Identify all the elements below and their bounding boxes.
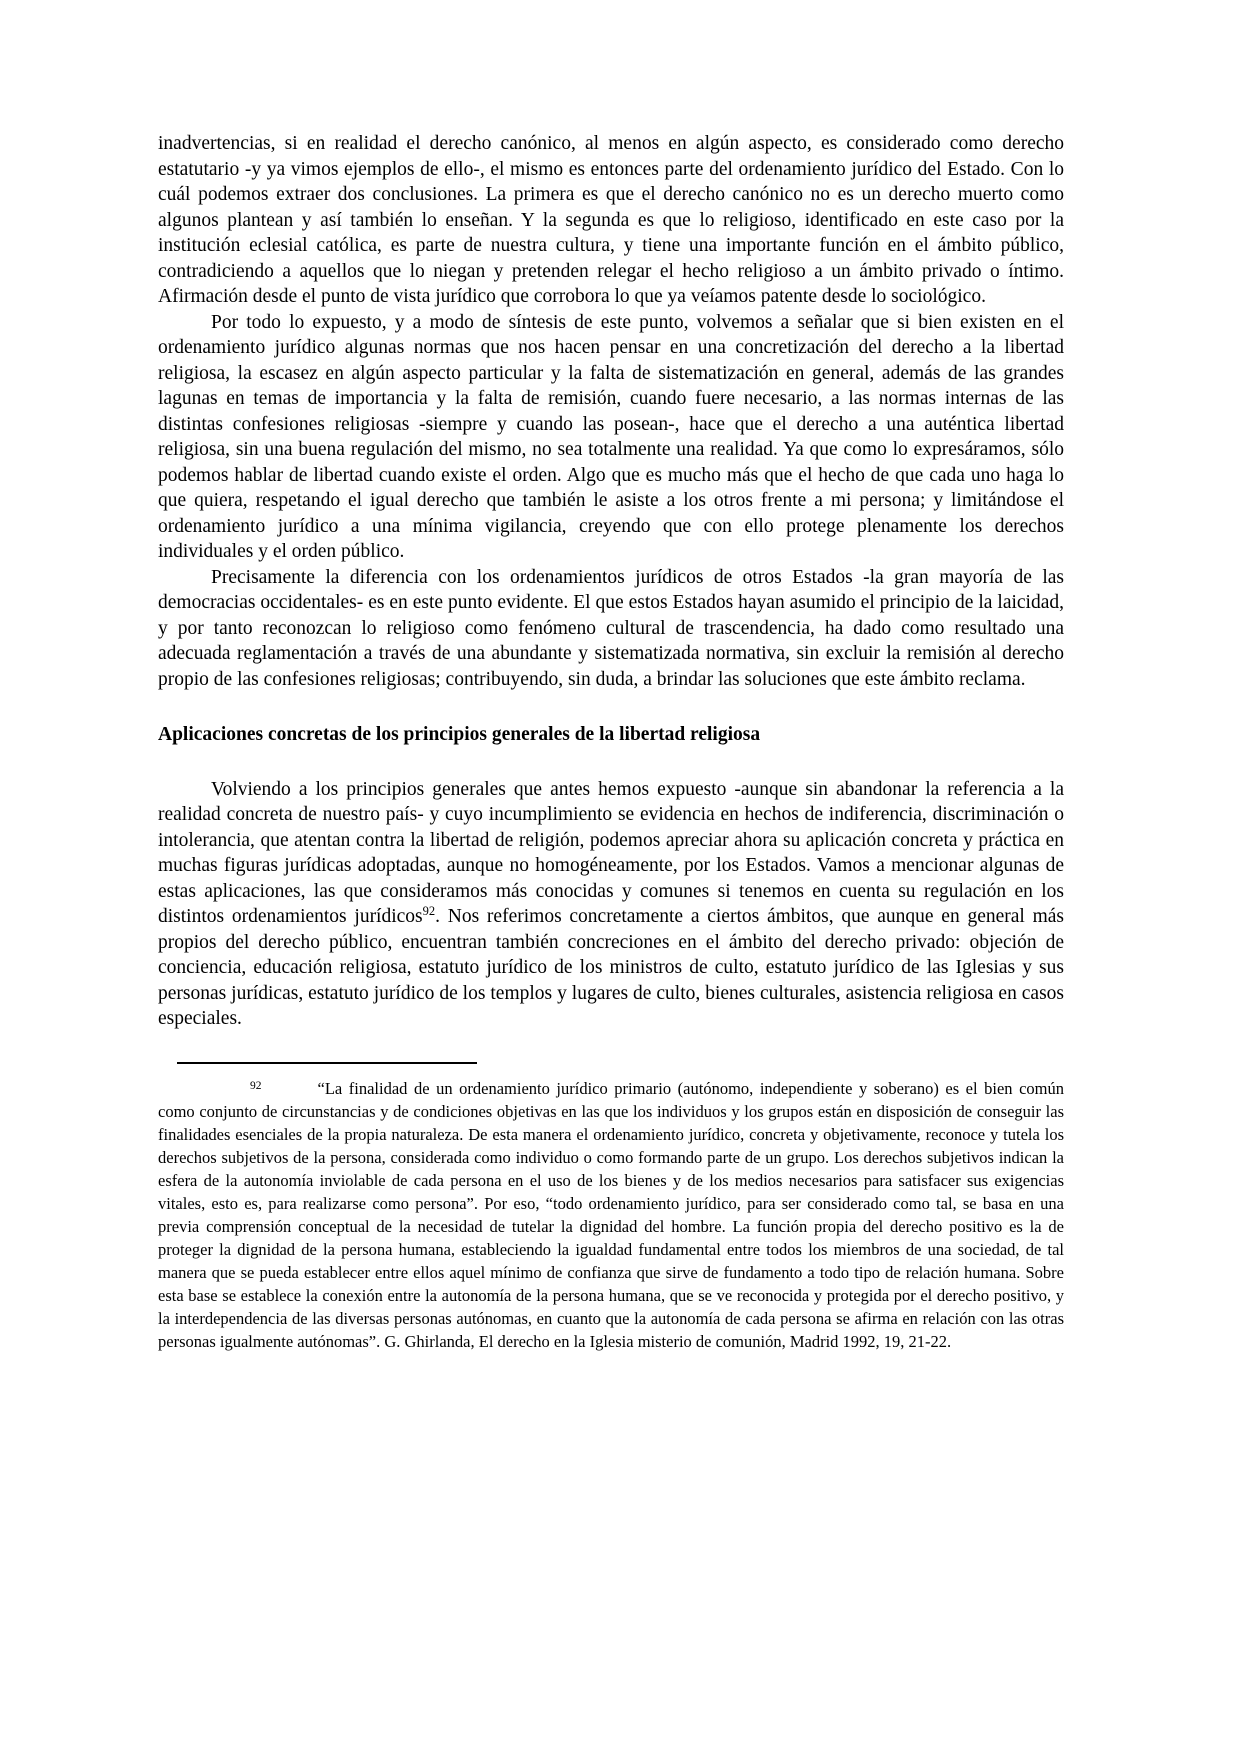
footnote-text: “La finalidad de un ordenamiento jurídico primario (autónomo, independiente y soberano) es el bien común como conjunto de circunstancias y de condiciones objetivas en las que los individuos y los grupos están en disposición de conseguir las finalidades esenciales de la propia naturaleza. De esta manera el ordenamiento jurídico, concreta y objetivamente, reconoce y tutela los derechos subjetivos de la persona, considerada como individuo o como formando parte de un grupo. Los derechos subjetivos indican la esfera de la autonomía inviolable de cada persona en el uso de los bienes y de los medios necesarios para satisfacer sus exigencias vitales, esto es, para realizarse como persona”. Por eso, “todo ordenamiento jurídico, para ser considerado como tal, se basa en una previa comprensión conceptual de la necesidad de tutelar la dignidad del hombre. La función propia del derecho positivo es la de proteger la dignidad de la persona humana, estableciendo la igualdad fundamental entre todos los miembros de una sociedad, de tal manera que se pueda establecer entre ellos aquel mínimo de confianza que sirve de fundamento a todo tipo de relación humana. Sobre esta base se establece la conexión entre la autonomía de la persona humana, que se ve reconocida y protegida por el derecho positivo, y la interdependencia de las diversas personas autónomas, en cuanto que la autonomía de cada persona se afirma en relación con las otras personas igualmente autónomas”. G. Ghirlanda, El derecho en la Iglesia misterio de comunión, Madrid 1992, 19, 21-22.: [158, 1078, 1064, 1351]
footnote-reference: 92: [422, 904, 436, 918]
paragraph-text: Volviendo a los principios generales que antes hemos expuesto -aunque sin abandonar la referencia a la realidad concreta de nuestro país- y cuyo incumplimiento se evidencia en hechos de indiferencia, discriminación o intolerancia, que atentan contra la libertad de religión, podemos apreciar ahora su aplicación concreta y práctica en muchas figuras jurídicas adoptadas, aunque no homogéneamente, por los Estados. Vamos a mencionar algunas de estas aplicaciones, las que consideramos más conocidas y comunes si tenemos en cuenta su regulación en los distintos ordenamientos jurídicos: [158, 778, 1064, 927]
footnote: [158, 1077, 1064, 1353]
paragraph-continuation: inadvertencias, si en realidad el derecho canónico, al menos en algún aspecto, es considerado como derecho estatutario -y ya vimos ejemplos de ello-, el mismo es entonces parte del ordenamiento jurídico del Estado. Con lo cuál podemos extraer dos conclusiones. La primera es que el derecho canónico no es un derecho muerto como algunos plantean y así también lo enseñan. Y la segunda es que lo religioso, identificado en este caso por la institución eclesial católica, es parte de nuestra cultura, y tiene una importante función en el ámbito público, contradiciendo a aquellos que lo niegan y pretenden relegar el hecho religioso a un ámbito privado o íntimo. Afirmación desde el punto de vista jurídico que corrobora lo que ya veíamos patente desde lo sociológico.: [158, 133, 1064, 307]
footnote-number: 92: [250, 1079, 262, 1092]
page-content: [158, 131, 1064, 1353]
paragraph: Por todo lo expuesto, y a modo de síntesis de este punto, volvemos a señalar que si bien existen en el ordenamiento jurídico algunas normas que nos hacen pensar en una concretización del derecho a la libertad religiosa, la escasez en algún aspecto particular y la falta de sistematización en general, además de las grandes lagunas en temas de importancia y la falta de remisión, cuando fuere necesario, a las normas internas de las distintas confesiones religiosas -siempre y cuando las posean-, hace que el derecho a una auténtica libertad religiosa, sin una buena regulación del mismo, no sea totalmente una realidad. Ya que como lo expresáramos, sólo podemos hablar de libertad cuando existe el orden. Algo que es mucho más que el hecho de que cada uno haga lo que quiera, respetando el igual derecho que también le asiste a los otros frente a mi persona; y limitándose el ordenamiento jurídico a una mínima vigilancia, creyendo que con ello protege plenamente los derechos individuales y el orden público.: [158, 311, 1064, 562]
footnote-separator: [177, 1062, 477, 1064]
section-heading: Aplicaciones concretas de los principios generales de la libertad religiosa: [158, 724, 761, 745]
paragraph-text: . Nos referimos concretamente a ciertos ámbitos, que aunque en general más propios del derecho público, encuentran también concreciones en el ámbito del derecho privado: objeción de conciencia, educación religiosa, estatuto jurídico de los ministros de culto, estatuto jurídico de las Iglesias y sus personas jurídicas, estatuto jurídico de los templos y lugares de culto, bienes culturales, asistencia religiosa en casos especiales.: [158, 906, 1064, 1029]
paragraph: [158, 777, 1064, 1032]
paragraph: Precisamente la diferencia con los ordenamientos jurídicos de otros Estados -la gran mayoría de las democracias occidentales- es en este punto evidente. El que estos Estados hayan asumido el principio de la laicidad, y por tanto reconozcan lo religioso como fenómeno cultural de trascendencia, ha dado como resultado una adecuada reglamentación a través de una abundante y sistematizada normativa, sin excluir la remisión al derecho propio de las confesiones religiosas; contribuyendo, sin duda, a brindar las soluciones que este ámbito reclama.: [158, 566, 1064, 690]
